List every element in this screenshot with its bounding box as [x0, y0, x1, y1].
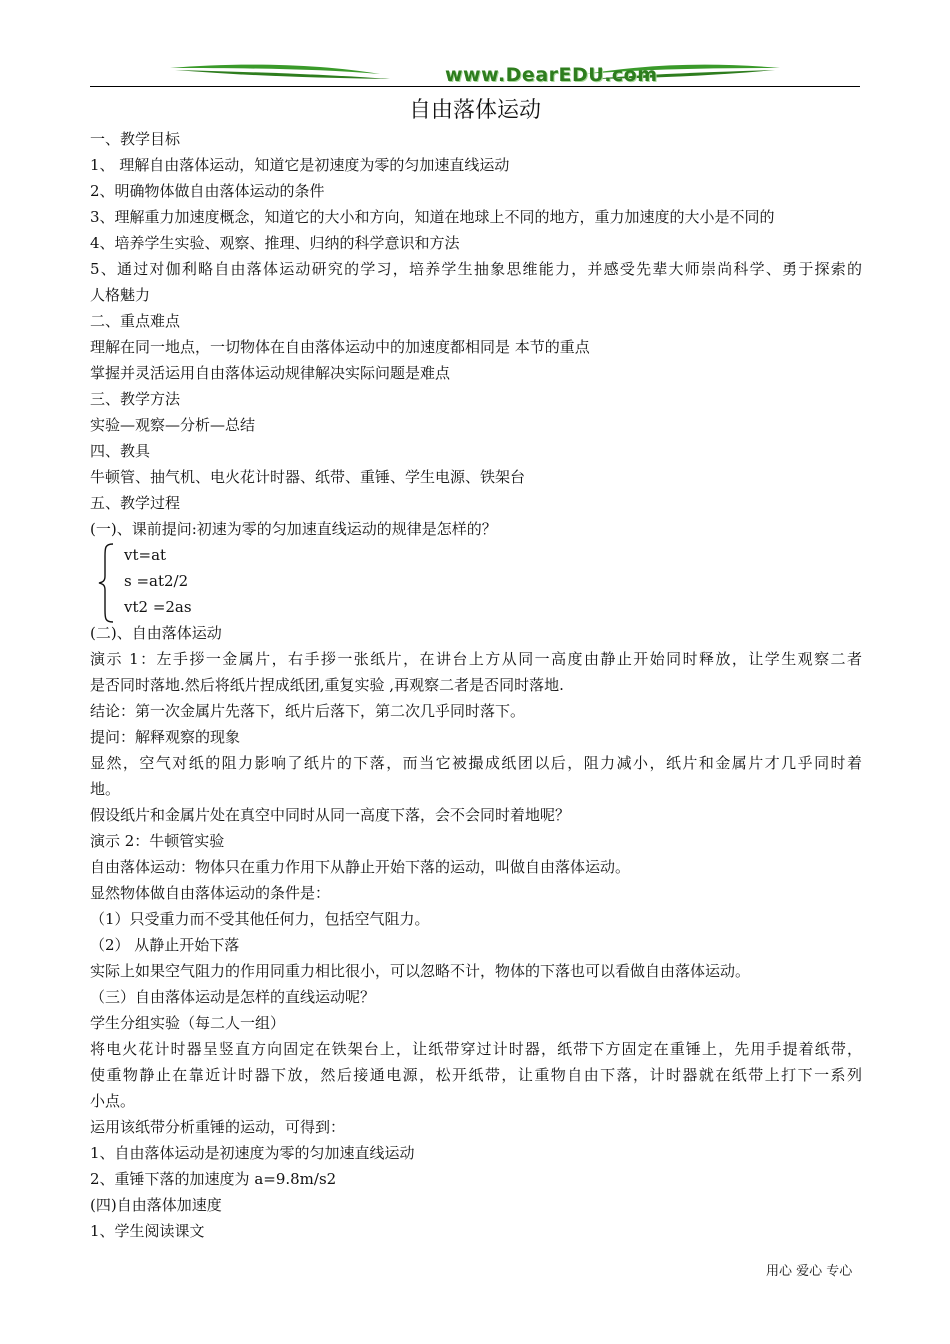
text-line: 4、培养学生实验、观察、推理、归纳的科学意识和方法	[90, 234, 460, 252]
text-line: 提问：解释观察的现象	[90, 728, 241, 746]
text-line: 地。	[90, 780, 121, 798]
text-line: 是否同时落地.然后将纸片捏成纸团,重复实验 ,再观察二者是否同时落地.	[90, 676, 564, 694]
text-line: 显然，空气对纸的阻力影响了纸片的下落，而当它被撮成纸团以后，阻力减小，纸片和金属片才几乎同时着	[90, 754, 862, 772]
text-line: (四)自由落体加速度	[90, 1196, 222, 1214]
text-line: 1、自由落体运动是初速度为零的匀加速直线运动	[90, 1144, 415, 1162]
text-line: 将电火花计时器呈竖直方向固定在铁架台上，让纸带穿过计时器，纸带下方固定在重锤上，先用手提着纸带，	[90, 1040, 862, 1058]
text-line: 显然物体做自由落体运动的条件是：	[90, 884, 331, 902]
text-line: （2） 从静止开始下落	[90, 936, 240, 954]
text-line: 2、明确物体做自由落体运动的条件	[90, 182, 325, 200]
site-logo-text[interactable]: www.DearEDU.com	[445, 64, 658, 86]
formula-line: vt=at	[124, 546, 167, 564]
text-line: 3、理解重力加速度概念，知道它的大小和方向，知道在地球上不同的地方，重力加速度的大小是不同的	[90, 208, 775, 226]
text-line: 5、通过对伽利略自由落体运动研究的学习，培养学生抽象思维能力，并感受先辈大师崇尚科学、勇于探索的	[90, 260, 862, 278]
page-footer: 用心 爱心 专心	[766, 1264, 853, 1279]
text-line: 实验—观察—分析—总结	[90, 416, 256, 434]
text-line: 小点。	[90, 1092, 136, 1110]
text-line: 三、教学方法	[90, 390, 181, 408]
text-line: 学生分组实验（每二人一组）	[90, 1014, 286, 1032]
text-line: 2、重锤下落的加速度为 a=9.8m/s2	[90, 1170, 337, 1188]
text-line: (二)、自由落体运动	[90, 624, 222, 642]
text-line: 自由落体运动：物体只在重力作用下从静止开始下落的运动，叫做自由落体运动。	[90, 858, 631, 876]
text-line: 演示 1：左手拶一金属片，右手拶一张纸片，在讲台上方从同一高度由静止开始同时释放，让学生观察二者	[90, 650, 862, 668]
document-body	[90, 126, 862, 1244]
text-line: 理解在同一地点，一切物体在自由落体运动中的加速度都相同是 本节的重点	[90, 338, 590, 356]
formula-line: vt2 =2as	[124, 598, 192, 616]
text-line: 使重物静止在靠近计时器下放，然后接通电源，松开纸带，让重物自由下落，计时器就在纸带上打下一系列	[90, 1066, 862, 1084]
text-line: 1、 理解自由落体运动，知道它是初速度为零的匀加速直线运动	[90, 156, 510, 174]
site-header	[90, 58, 860, 94]
header-rule	[90, 86, 860, 87]
text-line: (一)、课前提问:初速为零的匀加速直线运动的规律是怎样的？	[90, 520, 497, 538]
text-line: 一、教学目标	[90, 130, 181, 148]
curly-brace-icon	[97, 542, 117, 624]
text-line: 假设纸片和金属片处在真空中同时从同一高度下落，会不会同时着地呢？	[90, 806, 571, 824]
text-line: （1）只受重力而不受其他任何力，包括空气阻力。	[90, 910, 430, 928]
text-line: 五、教学过程	[90, 494, 181, 512]
text-line: 四、教具	[90, 442, 151, 460]
document-title: 自由落体运动	[408, 98, 541, 123]
text-line: 掌握并灵活运用自由落体运动规律解决实际问题是难点	[90, 364, 451, 382]
text-line: 运用该纸带分析重锤的运动，可得到：	[90, 1118, 346, 1136]
text-line: 实际上如果空气阻力的作用同重力相比很小，可以忽略不计，物体的下落也可以看做自由落体运动。	[90, 962, 751, 980]
text-line: 牛顿管、抽气机、电火花计时器、纸带、重锤、学生电源、铁架台	[90, 468, 526, 486]
text-line: 演示 2：牛顿管实验	[90, 832, 225, 850]
text-line: 结论：第一次金属片先落下，纸片后落下，第二次几乎同时落下。	[90, 702, 526, 720]
text-line: 1、学生阅读课文	[90, 1222, 205, 1240]
text-line: （三）自由落体运动是怎样的直线运动呢？	[90, 988, 376, 1006]
text-line: 二、重点难点	[90, 312, 181, 330]
text-line: 人格魅力	[90, 286, 151, 304]
formula-line: s =at2/2	[124, 572, 189, 590]
